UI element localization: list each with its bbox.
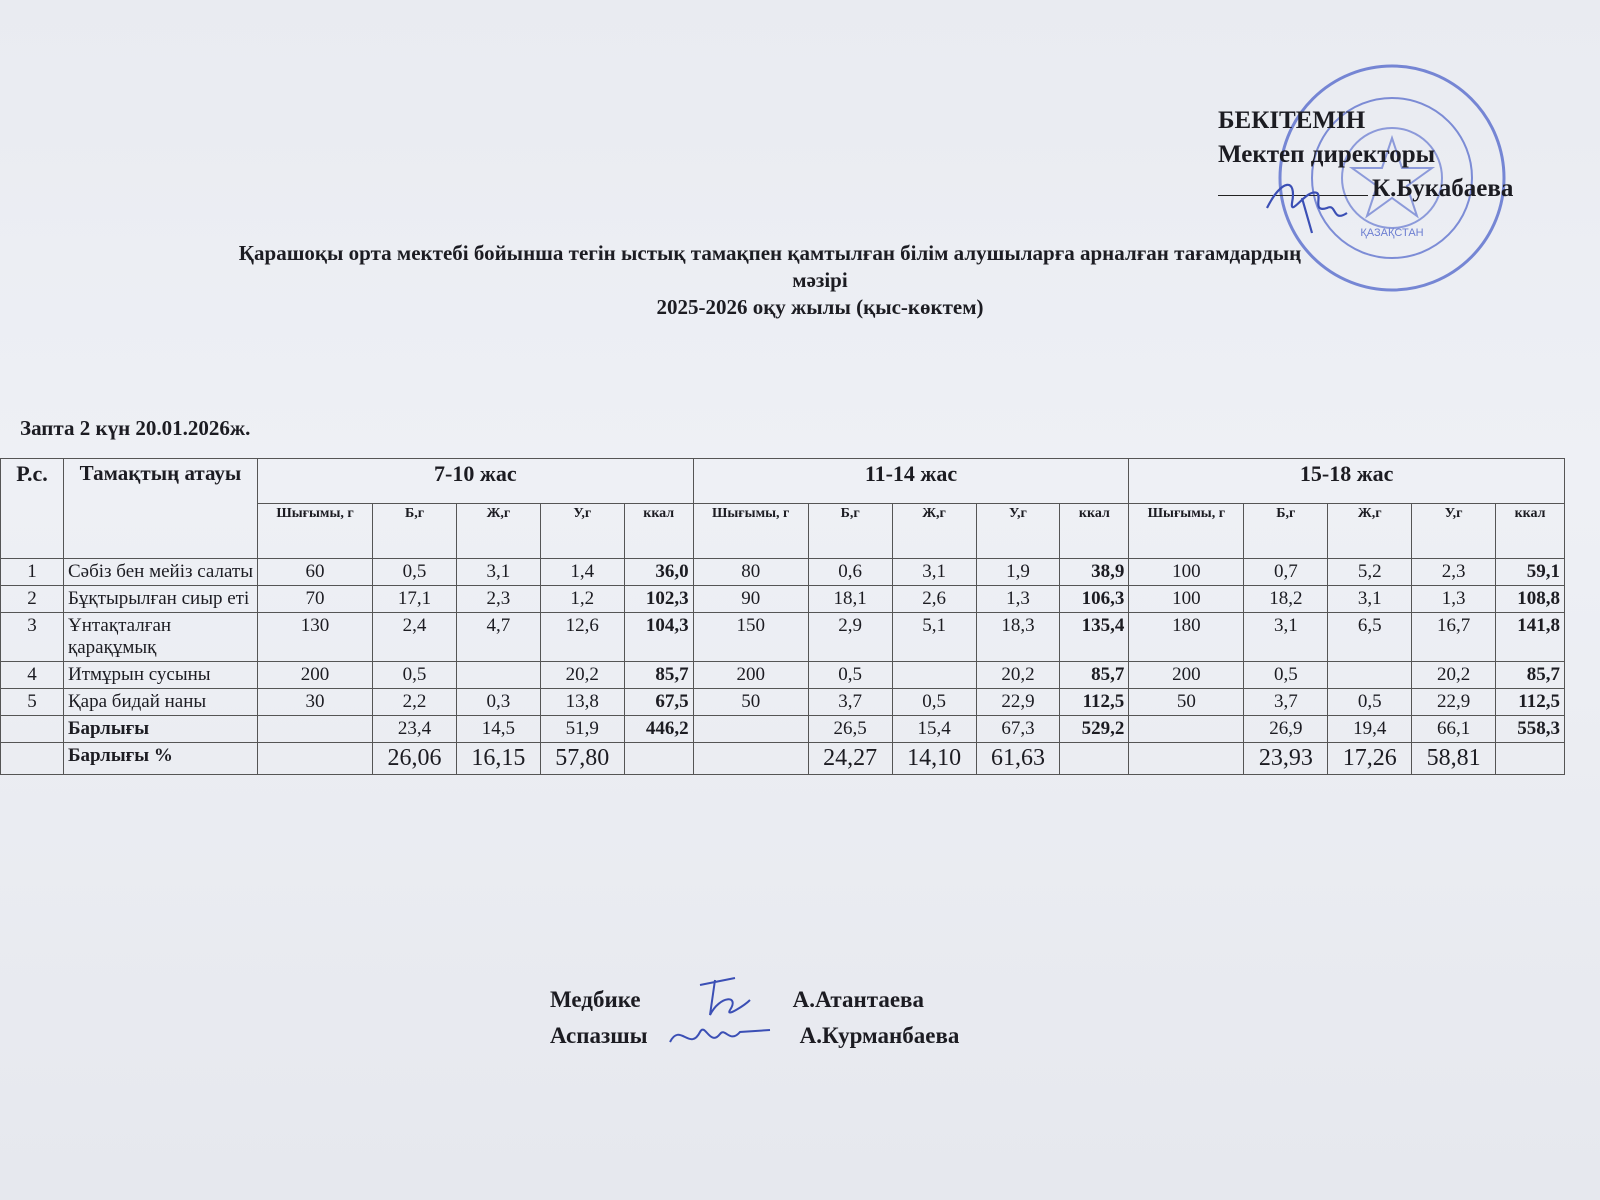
subheader-cell: Шығымы, г	[258, 504, 373, 559]
value-cell: 18,2	[1244, 586, 1328, 613]
value-cell: 20,2	[1412, 662, 1496, 689]
value-cell: 85,7	[624, 662, 693, 689]
summary-cell: 58,81	[1412, 743, 1496, 775]
value-cell: 1,9	[976, 559, 1060, 586]
summary-cell: 446,2	[624, 716, 693, 743]
summary-cell	[693, 743, 808, 775]
value-cell: 50	[1129, 689, 1244, 716]
value-cell	[892, 662, 976, 689]
value-cell: 0,7	[1244, 559, 1328, 586]
summary-cell: 24,27	[808, 743, 892, 775]
value-cell: 0,5	[808, 662, 892, 689]
subheader-cell: Шығымы, г	[1129, 504, 1244, 559]
value-cell: 36,0	[624, 559, 693, 586]
value-cell: 70	[258, 586, 373, 613]
value-cell: 106,3	[1060, 586, 1129, 613]
value-cell: 100	[1129, 559, 1244, 586]
summary-cell: 16,15	[456, 743, 540, 775]
value-cell: 3,1	[892, 559, 976, 586]
value-cell: 0,5	[1244, 662, 1328, 689]
value-cell: 6,5	[1328, 613, 1412, 662]
director-signature	[1262, 168, 1372, 238]
dish-name: Итмұрын сусыны	[64, 662, 258, 689]
value-cell: 2,9	[808, 613, 892, 662]
summary-cell: 26,9	[1244, 716, 1328, 743]
day-date: Запта 2 күн 20.01.2026ж.	[20, 416, 251, 440]
summary-cell: 19,4	[1328, 716, 1412, 743]
summary-cell: 14,10	[892, 743, 976, 775]
empty-cell	[1, 716, 64, 743]
title-line-3: 2025-2026 оқу жылы (қыс-көктем)	[656, 295, 984, 319]
summary-row	[1, 716, 1565, 743]
document-title	[40, 240, 1600, 321]
svg-text:ҚАЗАҚСТАН: ҚАЗАҚСТАН	[1360, 227, 1424, 239]
value-cell: 0,5	[373, 559, 457, 586]
subheader-cell: Ж,г	[456, 504, 540, 559]
col-name: Тамақтың атауы	[64, 459, 258, 559]
row-number: 4	[1, 662, 64, 689]
subheader-cell: Шығымы, г	[693, 504, 808, 559]
value-cell: 100	[1129, 586, 1244, 613]
row-number: 5	[1, 689, 64, 716]
value-cell: 13,8	[540, 689, 624, 716]
value-cell: 2,3	[456, 586, 540, 613]
nurse-name: А.Атантаева	[792, 987, 924, 1012]
value-cell: 135,4	[1060, 613, 1129, 662]
subheader-cell: Б,г	[373, 504, 457, 559]
value-cell: 108,8	[1496, 586, 1565, 613]
summary-cell: 23,4	[373, 716, 457, 743]
title-line-2: мәзірі	[792, 268, 848, 292]
approval-word: БЕКІТЕМІН	[1218, 107, 1366, 134]
title-line-1: Қарашоқы орта мектебі бойынша тегін ыстық тамақпен қамтылған білім алушыларға арналған тағамдардың	[238, 241, 1302, 265]
approval-position: Мектеп директоры	[1218, 141, 1436, 168]
summary-cell: 57,80	[540, 743, 624, 775]
value-cell: 59,1	[1496, 559, 1565, 586]
row-number: 1	[1, 559, 64, 586]
table-row	[1, 689, 1565, 716]
value-cell: 3,7	[808, 689, 892, 716]
value-cell: 2,2	[373, 689, 457, 716]
value-cell: 0,5	[1328, 689, 1412, 716]
empty-cell	[1, 743, 64, 775]
subheader-cell: ккал	[624, 504, 693, 559]
row-number: 3	[1, 613, 64, 662]
value-cell: 0,6	[808, 559, 892, 586]
value-cell: 1,2	[540, 586, 624, 613]
value-cell: 112,5	[1496, 689, 1565, 716]
summary-row	[1, 743, 1565, 775]
summary-label: Барлығы	[64, 716, 258, 743]
menu-table	[0, 458, 1565, 775]
cook-name: А.Курманбаева	[799, 1023, 960, 1048]
value-cell: 3,7	[1244, 689, 1328, 716]
cook-title: Аспазшы	[550, 1023, 648, 1048]
value-cell: 180	[1129, 613, 1244, 662]
value-cell: 67,5	[624, 689, 693, 716]
summary-cell: 66,1	[1412, 716, 1496, 743]
value-cell: 85,7	[1060, 662, 1129, 689]
summary-cell: 61,63	[976, 743, 1060, 775]
value-cell: 3,1	[1244, 613, 1328, 662]
value-cell: 0,5	[892, 689, 976, 716]
value-cell: 130	[258, 613, 373, 662]
value-cell: 2,6	[892, 586, 976, 613]
value-cell: 104,3	[624, 613, 693, 662]
subheader-cell: Ж,г	[892, 504, 976, 559]
value-cell: 1,4	[540, 559, 624, 586]
value-cell: 3,1	[1328, 586, 1412, 613]
value-cell: 16,7	[1412, 613, 1496, 662]
value-cell: 1,3	[1412, 586, 1496, 613]
group-15-18: 15-18 жас	[1129, 459, 1565, 504]
value-cell: 4,7	[456, 613, 540, 662]
subheader-cell: Ж,г	[1328, 504, 1412, 559]
nurse-title: Медбике	[550, 987, 641, 1012]
summary-cell: 558,3	[1496, 716, 1565, 743]
value-cell	[456, 662, 540, 689]
dish-name: Сәбіз бен мейіз салаты	[64, 559, 258, 586]
table-row	[1, 662, 1565, 689]
value-cell: 5,1	[892, 613, 976, 662]
value-cell: 2,3	[1412, 559, 1496, 586]
summary-cell: 14,5	[456, 716, 540, 743]
summary-cell	[1060, 743, 1129, 775]
value-cell: 0,5	[373, 662, 457, 689]
director-name: К.Букабаева	[1372, 175, 1514, 202]
value-cell: 90	[693, 586, 808, 613]
value-cell: 85,7	[1496, 662, 1565, 689]
value-cell: 22,9	[976, 689, 1060, 716]
value-cell: 200	[693, 662, 808, 689]
summary-cell: 529,2	[1060, 716, 1129, 743]
subheader-cell: У,г	[540, 504, 624, 559]
value-cell: 12,6	[540, 613, 624, 662]
dish-name: Қара бидай наны	[64, 689, 258, 716]
summary-cell: 26,06	[373, 743, 457, 775]
table-row	[1, 586, 1565, 613]
value-cell: 30	[258, 689, 373, 716]
table-body	[1, 559, 1565, 775]
value-cell: 18,3	[976, 613, 1060, 662]
summary-cell	[1496, 743, 1565, 775]
value-cell: 17,1	[373, 586, 457, 613]
value-cell: 3,1	[456, 559, 540, 586]
summary-label: Барлығы %	[64, 743, 258, 775]
value-cell: 22,9	[1412, 689, 1496, 716]
value-cell: 5,2	[1328, 559, 1412, 586]
table-row	[1, 613, 1565, 662]
dish-name: Ұнтақталған қарақұмық	[64, 613, 258, 662]
value-cell: 0,3	[456, 689, 540, 716]
value-cell: 150	[693, 613, 808, 662]
value-cell: 60	[258, 559, 373, 586]
dish-name: Бұқтырылған сиыр еті	[64, 586, 258, 613]
group-7-10: 7-10 жас	[258, 459, 694, 504]
summary-cell: 26,5	[808, 716, 892, 743]
value-cell: 141,8	[1496, 613, 1565, 662]
summary-cell: 23,93	[1244, 743, 1328, 775]
value-cell: 50	[693, 689, 808, 716]
value-cell: 2,4	[373, 613, 457, 662]
summary-cell	[1129, 743, 1244, 775]
value-cell: 1,3	[976, 586, 1060, 613]
subheader-cell: ккал	[1060, 504, 1129, 559]
summary-cell: 15,4	[892, 716, 976, 743]
summary-cell	[693, 716, 808, 743]
subheader-cell: Б,г	[808, 504, 892, 559]
summary-cell	[624, 743, 693, 775]
value-cell: 102,3	[624, 586, 693, 613]
summary-cell	[1129, 716, 1244, 743]
value-cell: 112,5	[1060, 689, 1129, 716]
group-11-14: 11-14 жас	[693, 459, 1129, 504]
summary-cell	[258, 743, 373, 775]
value-cell	[1328, 662, 1412, 689]
subheader-cell: У,г	[1412, 504, 1496, 559]
value-cell: 200	[258, 662, 373, 689]
col-rs: Р.с.	[1, 459, 64, 559]
summary-cell	[258, 716, 373, 743]
subheader-cell: У,г	[976, 504, 1060, 559]
table-row	[1, 559, 1565, 586]
subheader-cell: Б,г	[1244, 504, 1328, 559]
value-cell: 18,1	[808, 586, 892, 613]
summary-cell: 51,9	[540, 716, 624, 743]
subheader-cell: ккал	[1496, 504, 1565, 559]
value-cell: 20,2	[540, 662, 624, 689]
summary-cell: 17,26	[1328, 743, 1412, 775]
value-cell: 20,2	[976, 662, 1060, 689]
value-cell: 80	[693, 559, 808, 586]
cook-signature	[665, 1012, 775, 1057]
summary-cell: 67,3	[976, 716, 1060, 743]
row-number: 2	[1, 586, 64, 613]
value-cell: 200	[1129, 662, 1244, 689]
value-cell: 38,9	[1060, 559, 1129, 586]
table-header-row	[1, 459, 1565, 504]
